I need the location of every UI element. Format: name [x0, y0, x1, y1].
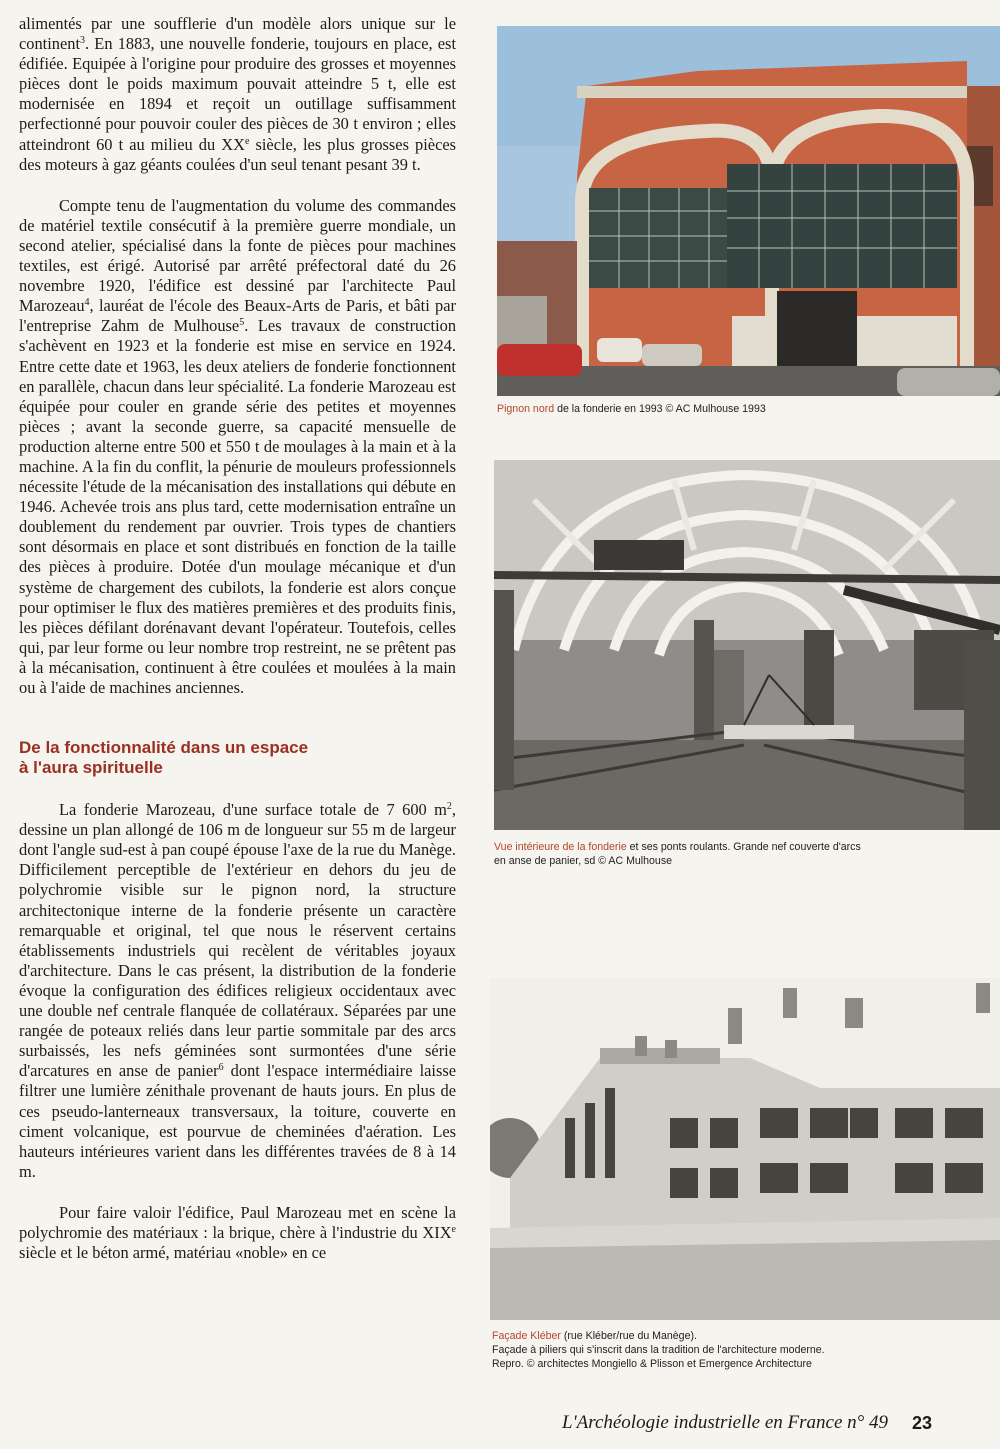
caption-highlight: Pignon nord [497, 403, 555, 415]
footnote-ref: 4 [84, 297, 90, 309]
superscript: e [244, 135, 250, 147]
caption-north-gable [497, 402, 997, 416]
caption-text: en anse de panier, sd © AC Mulhouse [494, 855, 673, 867]
caption-text: de la fonderie en 1993 © AC Mulhouse 1993 [554, 403, 766, 415]
text-run: . Les travaux de construction s'achèvent en 1923 et la fonderie est mise en service en 1924. Entre cette date et 1963, les deux ateliers de fonderie fonctionnent en parallèle, chacun dans leur spécialité. La fonderie Marozeau est équipée pour couler en grande série des petites et moyennes pièces ; avant la seconde guerre, sa capacité mensuelle de production alterne entre 500 et 550 t de moulages à la main et à la machine. A la fin du conflit, la pénurie de mouleurs professionnels nécessite l'étude de la mécanisation des installations qui débute en 1946. Achevée trois ans plus tard, cette modernisation entraîne un doublement du rendement par ouvrier. Trois types de chantiers sont désormais en place et sont distribués en fonction de la taille des pièces à produire. Dotée d'un moulage mécanique et d'un système de chargement des cubilots, la fonderie est alors conçue pour optimiser le flux des matières premières et des produits finis, les pièces défilant dorénavant devant l'opérateur. Toutefois, celles qui, par leur forme ou leur nombre trop restreint, ne se prêtent pas à la mécanisation, continuent à être coulées et moulées à la main ou à l'aide de machines anciennes. [19, 316, 457, 697]
text-run: Compte tenu de l'augmentation du volume des commandes de matériel textile consécutif à la première guerre mondiale, un second atelier, spécialisé dans la fonte de pièces pour machines textiles, est érigé. Autorisé par arrêté préfectoral daté du 26 novembre 1920, l'édifice est dessiné par l'architecte Paul Marozeau [19, 195, 456, 316]
photo-north-gable [497, 26, 1000, 396]
interior-illustration [494, 460, 1000, 830]
text-run: La fonderie Marozeau, d'une surface totale de 7 600 m [59, 800, 447, 820]
paragraph-1 [19, 14, 456, 175]
photo-kleber-facade [490, 978, 1000, 1320]
paragraph-2 [19, 196, 456, 698]
text-run: alimentés par une soufflerie d'un modèle alors unique sur le continent [19, 14, 456, 54]
text-run: dont l'espace intermédiaire laisse filtrer une lumière zénithale provenant de hauts jours. En plus de ces pseudo-lanterneaux transversaux, la toiture, couverte en ciment volcanique, est pourvue de cheminées d'aération. Les hauteurs intérieures varient dans les différentes travées de 8 à 14 m. [19, 1061, 457, 1181]
superscript: e [451, 1223, 456, 1235]
caption-text: Repro. © architectes Mongiello & Plisson et Emergence Architecture [492, 1358, 812, 1370]
caption-highlight: Façade Kléber [492, 1330, 561, 1342]
article-body [19, 14, 456, 1263]
text-run: siècle, les plus grosses pièces des moteurs à gaz géants coulées d'un seul tenant pesant 39 t. [19, 134, 457, 174]
text-run: , dessine un plan allongé de 106 m de longueur sur 55 m de largeur dont l'angle sud-est à pan coupé épouse l'axe de la rue du Manège. Difficilement perceptible de l'extérieur en dehors du jeu de polychromie visible sur le pignon nord, la structure architectonique interne de la fonderie présente un caractère remarquable et original, tel que nous le réservent certains établissements industriels qui recèlent de véritables joyaux d'architecture. Dans le cas présent, la distribution de la fonderie évoque la configuration des édifices religieux occidentaux avec une double nef centrale flanquée de collatéraux. Séparées par une rangée de poteaux reliés dans leur partie sommitale par des arcs surbaissés, les nefs géminées sont surmontées d'une série d'arcatures en anse de panier [19, 800, 456, 1081]
heading-line: De la fonctionnalité dans un espace [19, 738, 309, 758]
page-number: 23 [911, 1413, 932, 1433]
journal-title: L'Archéologie industrielle en France n° 49 [562, 1412, 888, 1433]
section-heading [19, 738, 456, 778]
caption-interior [494, 840, 994, 868]
caption-text: Façade à piliers qui s'inscrit dans la tradition de l'architecture moderne. [492, 1344, 825, 1356]
heading-line: à l'aura spirituelle [19, 758, 163, 778]
paragraph-4 [19, 1203, 456, 1263]
caption-highlight: Vue intérieure de la fonderie [494, 841, 627, 853]
north-gable-illustration [497, 26, 1000, 396]
superscript: 2 [446, 801, 452, 813]
footnote-ref: 3 [80, 35, 85, 47]
caption-kleber-facade [492, 1329, 997, 1371]
paragraph-3 [19, 800, 456, 1182]
footnote-ref: 6 [218, 1062, 224, 1074]
caption-text: et ses ponts roulants. Grande nef couverte d'arcs [626, 841, 861, 853]
text-run: , lauréat de l'école des Beaux-Arts de Paris, et bâti par l'entreprise Zahm de Mulhouse [19, 296, 456, 336]
footnote-ref: 5 [239, 317, 245, 329]
photo-foundry-interior [494, 460, 1000, 830]
text-run: siècle et le béton armé, matériau «noble» en ce [19, 1243, 327, 1263]
text-run: . En 1883, une nouvelle fonderie, toujours en place, est édifiée. Equipée à l'origine pour produire des grosses et moyennes pièces dont le poids maximum pouvait atteindre 5 t, elle est modernisée en 1894 et reçoit un outillage suffisamment perfectionné pour pouvoir couler des pièces de 30 t environ ; elles atteindront 60 t au milieu du XX [19, 34, 456, 154]
facade-illustration [490, 978, 1000, 1320]
text-run: Pour faire valoir l'édifice, Paul Marozeau met en scène la polychromie des matériaux : la brique, chère à l'industrie du XIX [19, 1202, 456, 1242]
caption-text: (rue Kléber/rue du Manège). [560, 1330, 697, 1342]
